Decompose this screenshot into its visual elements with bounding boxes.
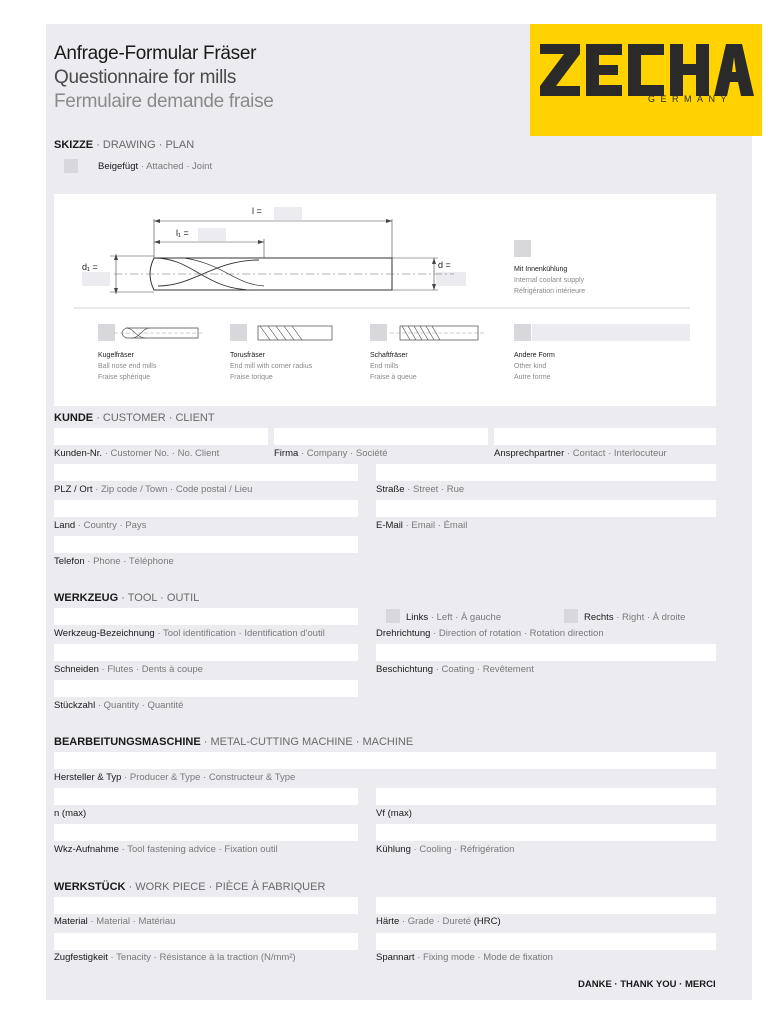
quantity-field[interactable] xyxy=(54,680,358,697)
dim-d1-label: d₁ = xyxy=(82,262,98,272)
sketch-heading: SKIZZE · DRAWING · PLAN xyxy=(54,139,195,151)
phone-label: Telefon · Phone · Téléphone xyxy=(54,556,174,567)
form-sheet xyxy=(46,24,752,1000)
tool-fastening-label: Wkz-Aufnahme · Tool fastening advice · Fixation outil xyxy=(54,844,278,855)
zip-field[interactable] xyxy=(54,464,358,481)
grade-field[interactable] xyxy=(376,897,716,914)
dim-d-label: d = xyxy=(438,260,451,270)
vf-max-label: Vf (max) xyxy=(376,808,412,819)
street-label: Straße · Street · Rue xyxy=(376,484,465,495)
tenacity-label: Zugfestigkeit · Tenacity · Résistance à la traction (N/mm²) xyxy=(54,952,296,963)
quantity-label: Stückzahl · Quantity · Quantité xyxy=(54,700,184,711)
cooling-field[interactable] xyxy=(376,824,716,841)
svg-text:GERMANY: GERMANY xyxy=(648,94,733,104)
n-max-label: n (max) xyxy=(54,808,87,819)
rotation-label: Drehrichtung · Direction of rotation · Rotation direction xyxy=(376,628,604,639)
zecha-logo-icon xyxy=(530,24,762,136)
customer-no-field[interactable] xyxy=(54,428,268,445)
attached-checkbox[interactable] xyxy=(64,159,78,173)
type-endmill-label: Schaftfräser End mills Fraise à queue xyxy=(370,352,417,381)
n-max-field[interactable] xyxy=(54,788,358,805)
title-de: Anfrage-Formular Fräser xyxy=(54,43,257,64)
tool-id-label: Werkzeug-Bezeichnung · Tool identification · Identification d'outil xyxy=(54,628,325,639)
drawing-panel xyxy=(54,194,716,406)
customer-no-label: Kunden-Nr. · Customer No. · No. Client xyxy=(54,448,220,459)
company-label: Firma · Company · Société xyxy=(274,448,388,459)
rotation-left-label: Links · Left · À gauche xyxy=(406,612,502,623)
country-field[interactable] xyxy=(54,500,358,517)
thank-you-footer: DANKE · THANK YOU · MERCI xyxy=(578,979,716,990)
customer-heading: KUNDE · CUSTOMER · CLIENT xyxy=(54,412,215,424)
coating-field[interactable] xyxy=(376,644,716,661)
country-label: Land · Country · Pays xyxy=(54,520,147,531)
rotation-right-checkbox[interactable] xyxy=(564,609,578,623)
material-label: Material · Material · Matériau xyxy=(54,916,176,927)
contact-label: Ansprechpartner · Contact · Interlocuteur xyxy=(494,448,667,459)
tenacity-field[interactable] xyxy=(54,933,358,950)
flutes-label: Schneiden · Flutes · Dents à coupe xyxy=(54,664,203,675)
title-en: Questionnaire for mills xyxy=(54,67,237,88)
email-field[interactable] xyxy=(376,500,716,517)
type-other-label: Andere Form Other kind Autre forme xyxy=(514,352,555,381)
street-field[interactable] xyxy=(376,464,716,481)
workpiece-heading: WERKSTÜCK · WORK PIECE · PIÈCE À FABRIQUER xyxy=(54,881,326,893)
tool-id-field[interactable] xyxy=(54,608,358,625)
contact-field[interactable] xyxy=(494,428,716,445)
type-ballnose-label: Kugelfräser Ball nose end mills Fraise sphérique xyxy=(98,352,157,381)
coating-label: Beschichtung · Coating · Revêtement xyxy=(376,664,534,675)
email-label: E-Mail · Email · Émail xyxy=(376,520,468,531)
fixing-mode-label: Spannart · Fixing mode · Mode de fixation xyxy=(376,952,553,963)
coolant-label: Mit Innenkühlung Internal coolant supply Réfrigération intérieure xyxy=(514,266,586,295)
rotation-right-label: Rechts · Right · À droite xyxy=(584,612,686,623)
dim-l-label: l = xyxy=(252,206,262,216)
phone-field[interactable] xyxy=(54,536,358,553)
rotation-left-checkbox[interactable] xyxy=(386,609,400,623)
title-fr: Fermulaire demande fraise xyxy=(54,91,274,112)
attached-label: Beigefügt · Attached · Joint xyxy=(98,161,213,172)
tool-heading: WERKZEUG · TOOL · OUTIL xyxy=(54,592,200,604)
machine-heading: BEARBEITUNGSMASCHINE · METAL-CUTTING MACHINE · MACHINE xyxy=(54,736,414,748)
producer-label: Hersteller & Typ · Producer & Type · Constructeur & Type xyxy=(54,772,296,783)
dim-l1-label: l₁ = xyxy=(176,228,189,238)
flutes-field[interactable] xyxy=(54,644,358,661)
grade-label: Härte · Grade · Dureté (HRC) xyxy=(376,916,501,927)
material-field[interactable] xyxy=(54,897,358,914)
company-field[interactable] xyxy=(274,428,488,445)
cooling-label: Kühlung · Cooling · Réfrigération xyxy=(376,844,515,855)
tool-fastening-field[interactable] xyxy=(54,824,358,841)
type-torus-label: Torusfräser End mill with corner radius Fraise torique xyxy=(230,352,313,381)
zecha-logo xyxy=(530,24,762,136)
zip-label: PLZ / Ort · Zip code / Town · Code postal / Lieu xyxy=(54,484,253,495)
producer-field[interactable] xyxy=(54,752,716,769)
vf-max-field[interactable] xyxy=(376,788,716,805)
fixing-mode-field[interactable] xyxy=(376,933,716,950)
